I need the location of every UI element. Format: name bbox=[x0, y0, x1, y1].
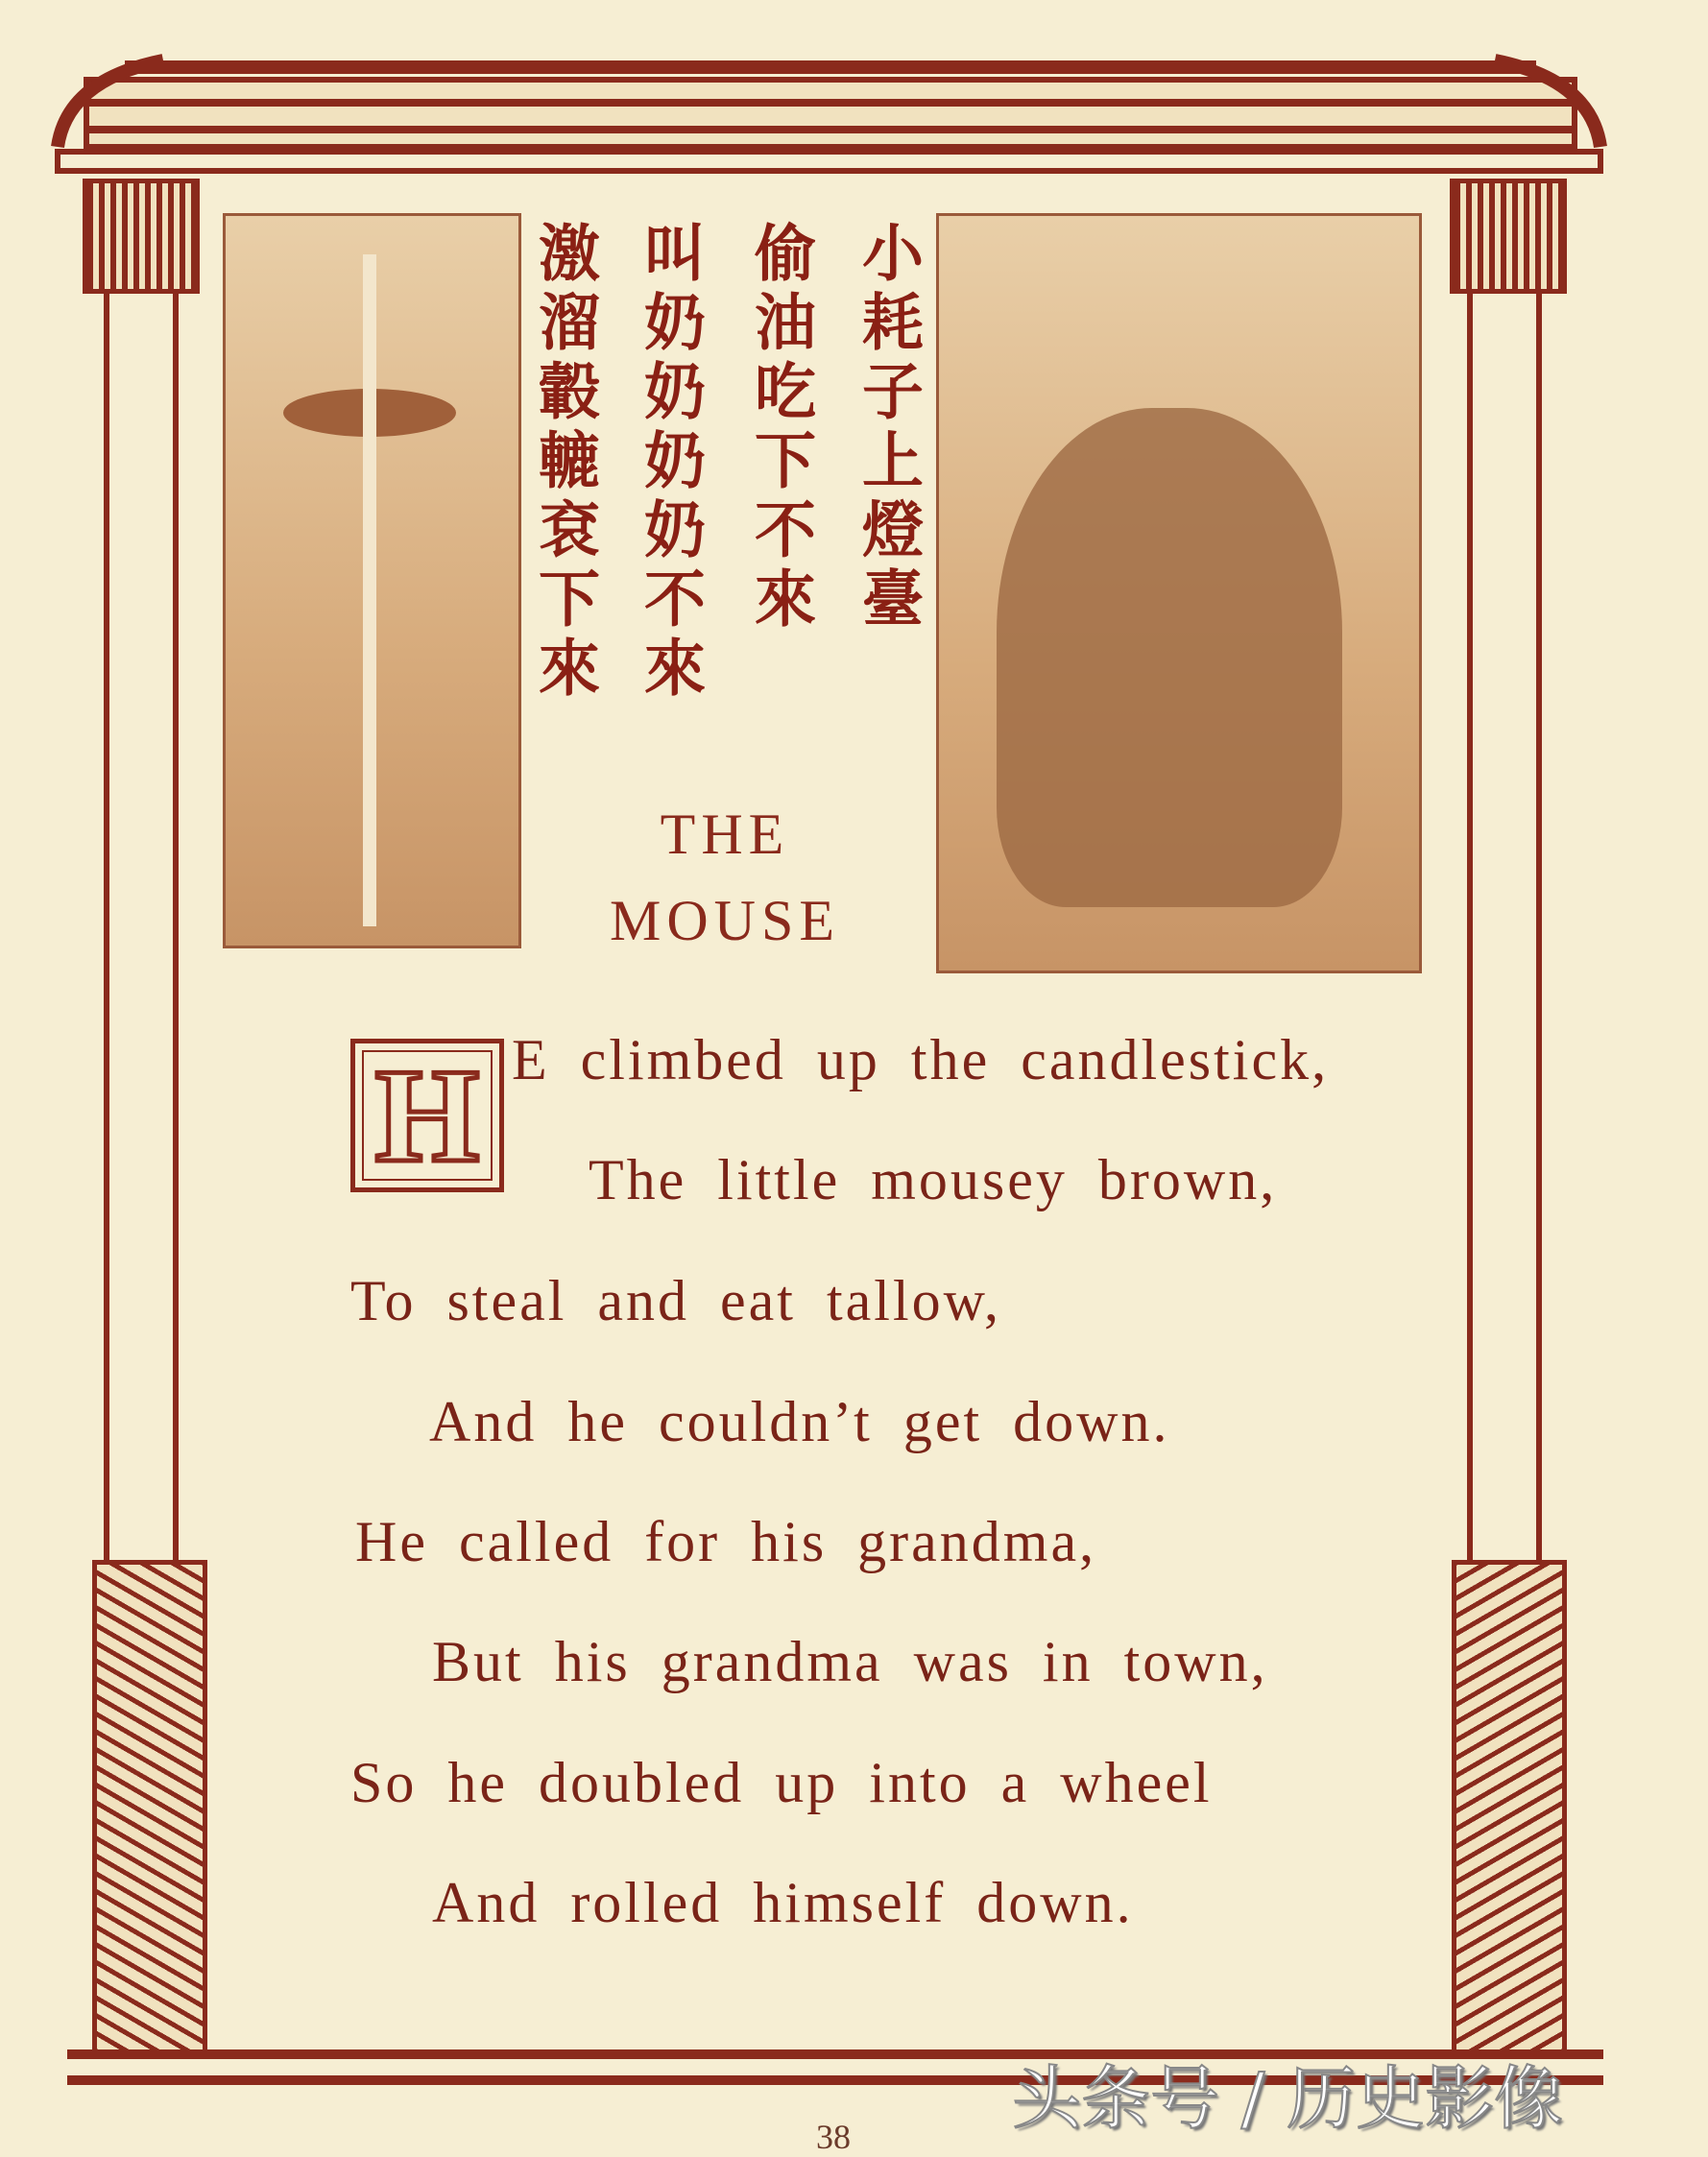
left-dragon-panel bbox=[92, 1560, 207, 2059]
poem-line: The little mousey brown, bbox=[589, 1148, 1278, 1211]
left-pillar bbox=[104, 288, 179, 1565]
poem-line: He called for his grandma, bbox=[355, 1510, 1097, 1573]
right-dragon-capital bbox=[1450, 179, 1567, 294]
chinese-rhyme-column-3: 叫奶奶奶奶不來 bbox=[634, 221, 706, 705]
poem-line: But his grandma was in town, bbox=[432, 1630, 1268, 1693]
page-number: 38 bbox=[816, 2118, 851, 2156]
candlestick-photo bbox=[223, 213, 521, 948]
poem-line: To steal and eat tallow, bbox=[350, 1269, 1002, 1332]
pagoda-roof-ornament bbox=[48, 41, 1610, 179]
poem-line: And he couldn’t get down. bbox=[429, 1390, 1170, 1453]
chinese-rhyme-column-4: 激溜轂轆袞下來 bbox=[528, 221, 600, 705]
drop-cap: H bbox=[350, 1039, 504, 1192]
watermark: 头条号 / 历史影像 bbox=[1012, 2058, 1564, 2139]
grandmother-and-child-photo bbox=[936, 213, 1422, 973]
poem-line: E climbed up the candlestick, bbox=[512, 1028, 1330, 1091]
chinese-rhyme-column-2: 偷油吃下不來 bbox=[744, 221, 816, 635]
title-mouse: MOUSE bbox=[609, 889, 841, 952]
title-the: THE bbox=[660, 803, 790, 866]
right-pillar bbox=[1467, 288, 1542, 1565]
chinese-rhyme-column-1: 小耗子上燈臺 bbox=[852, 221, 924, 635]
poem-line: So he doubled up into a wheel bbox=[350, 1751, 1213, 1814]
poem-line: And rolled himself down. bbox=[432, 1871, 1134, 1934]
left-dragon-capital bbox=[83, 179, 200, 294]
right-dragon-panel bbox=[1452, 1560, 1567, 2059]
